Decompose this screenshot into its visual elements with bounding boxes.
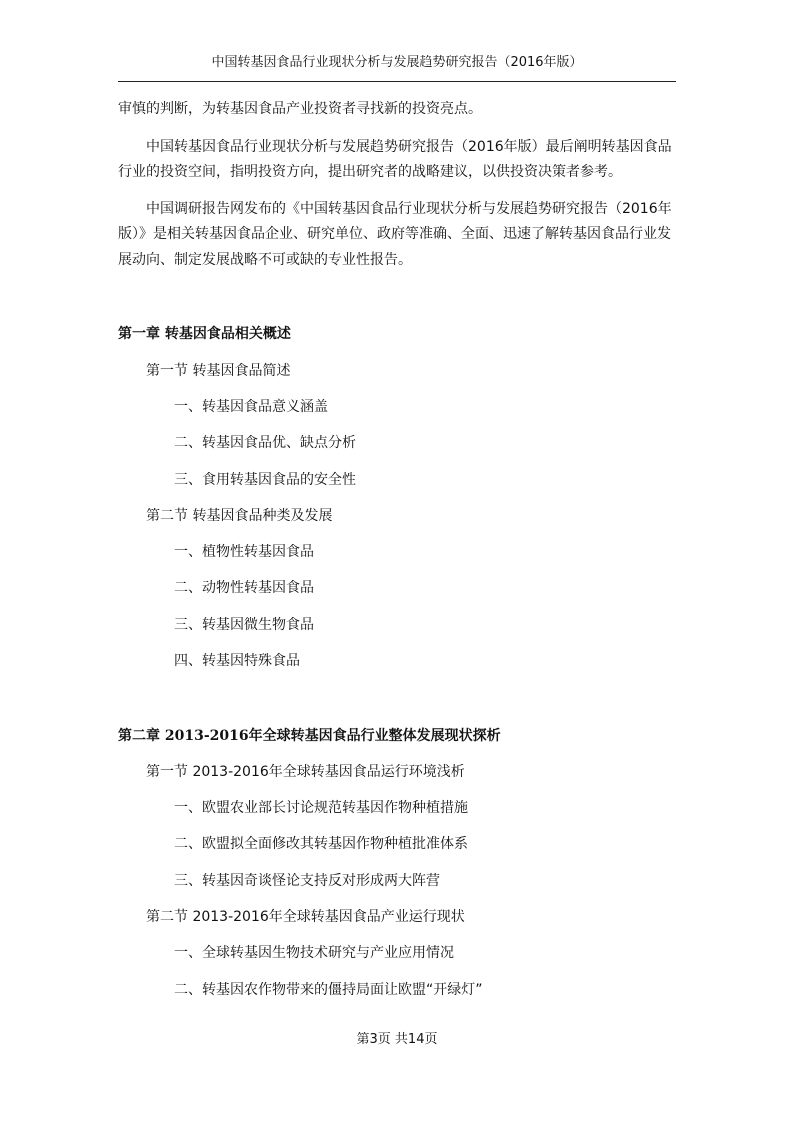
paragraph-3-line-3: 展动向、制定发展战略不可或缺的专业性报告。 [118, 252, 412, 268]
chapter-2-section-2-item-2: 二、转基因农作物带来的僵持局面让欧盟“开绿灯” [174, 982, 483, 998]
chapter-1-section-1-item-2: 二、转基因食品优、缺点分析 [174, 435, 356, 451]
chapter-2-section-2-item-1: 一、全球转基因生物技术研究与产业应用情况 [174, 945, 454, 961]
chapter-1-section-1-item-1: 一、转基因食品意义涵盖 [174, 399, 328, 415]
page-number: 第3页 共14页 [356, 1032, 438, 1047]
chapter-2-section-2: 第二节 2013-2016年全球转基因食品产业运行现状 [146, 909, 465, 925]
chapter-1-section-1-item-3: 三、食用转基因食品的安全性 [174, 472, 356, 488]
header-title: 中国转基因食品行业现状分析与发展趋势研究报告（2016年版） [211, 55, 583, 70]
chapter-2-section-1-item-2: 二、欧盟拟全面修改其转基因作物种植批准体系 [174, 836, 468, 852]
chapter-2-section-1-item-3: 三、转基因奇谈怪论支持反对形成两大阵营 [174, 873, 440, 889]
paragraph-3-line-1: 中国调研报告网发布的《中国转基因食品行业现状分析与发展趋势研究报告（2016年 [146, 201, 672, 217]
chapter-1-section-2-item-3: 三、转基因微生物食品 [174, 617, 314, 633]
chapter-1-section-2: 第二节 转基因食品种类及发展 [146, 508, 333, 524]
paragraph-2-line-1: 中国转基因食品行业现状分析与发展趋势研究报告（2016年版）最后阐明转基因食品 [146, 139, 672, 155]
paragraph-1: 审慎的判断，为转基因食品产业投资者寻找新的投资亮点。 [118, 101, 482, 117]
chapter-1-section-1: 第一节 转基因食品简述 [146, 363, 291, 379]
chapter-2-section-1: 第一节 2013-2016年全球转基因食品运行环境浅析 [146, 764, 465, 780]
chapter-1-section-2-item-1: 一、植物性转基因食品 [174, 544, 314, 560]
chapter-2-heading: 第二章 2013-2016年全球转基因食品行业整体发展现状探析 [118, 728, 501, 744]
chapter-1-section-2-item-4: 四、转基因特殊食品 [174, 653, 300, 669]
chapter-1-heading: 第一章 转基因食品相关概述 [118, 326, 291, 342]
chapter-2-section-1-item-1: 一、欧盟农业部长讨论规范转基因作物种植措施 [174, 800, 468, 816]
page-header [118, 53, 676, 82]
paragraph-3-line-2: 版）》是相关转基因食品企业、研究单位、政府等准确、全面、迅速了解转基因食品行业发 [118, 226, 671, 242]
paragraph-2-line-2: 行业的投资空间，指明投资方向，提出研究者的战略建议，以供投资决策者参考。 [118, 164, 622, 180]
page-footer [0, 1030, 794, 1050]
chapter-1-section-2-item-2: 二、动物性转基因食品 [174, 580, 314, 596]
